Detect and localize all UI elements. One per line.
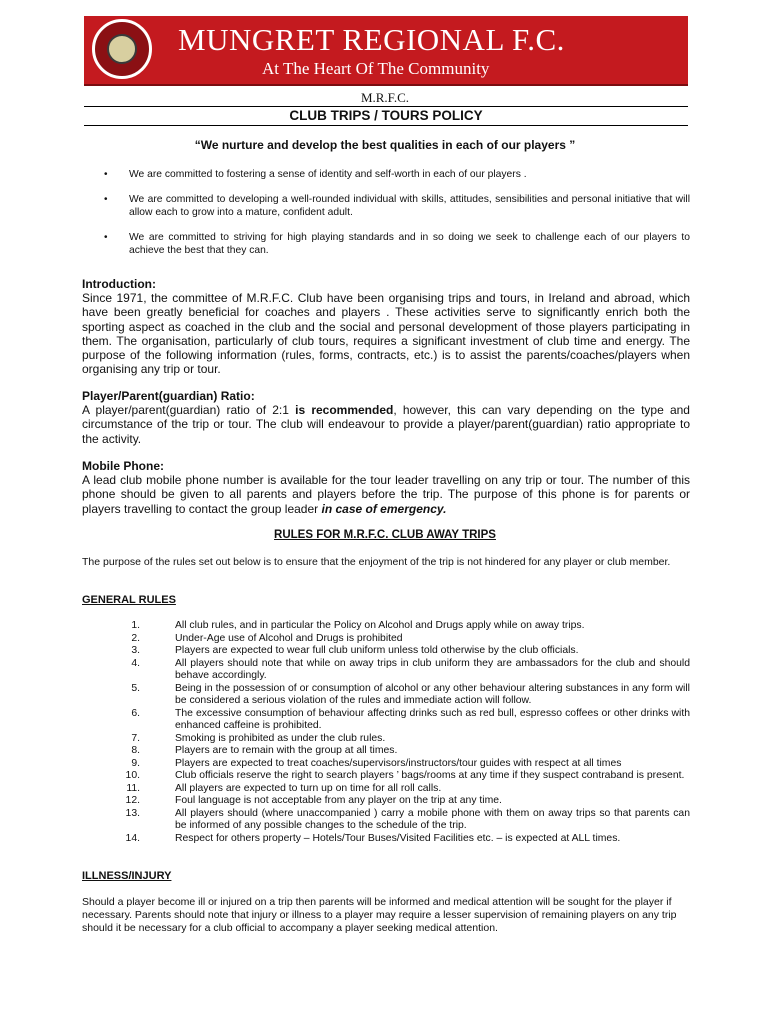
club-name: MUNGRET REGIONAL F.C. [178, 22, 565, 57]
list-item: 3. Players are expected to wear full club uniform unless told otherwise by the club officials. [131, 645, 579, 656]
club-abbreviation: M.R.F.C. [360, 90, 410, 105]
general-rules-list [82, 620, 690, 845]
section-heading: Mobile Phone: [82, 459, 164, 473]
rules-title: RULES FOR M.R.F.C. CLUB AWAY TRIPS [274, 529, 496, 541]
list-item: 2. Under-Age use of Alcohol and Drugs is prohibited [131, 632, 403, 644]
list-item: 4. All players should note that while on away trips in club uniform they are ambassadors for the club and should behave accordingly. [131, 657, 690, 681]
list-item: 10. Club officials reserve the right to search players ’ bags/rooms at any time if they suspect contraband is present. [125, 770, 685, 781]
section-text: A player/parent(guardian) ratio of 2:1 is recommended, however, this can vary depending on the type and circumstance of the trip or tour. The club will endeavour to provide a player/parent(guardian) ratio appropriate to the activity. [82, 403, 690, 446]
club-banner [84, 16, 688, 86]
illness-text: Should a player become ill or injured on a trip then parents will be informed and medical attention will be sought for the player if necessary. Parents should note that injury or illness to a player may require a lesser supervision of remaining players on any trip should it be necessary for a club official to accompany a player seeking medical attention. [82, 896, 677, 935]
mobile-phone-section [82, 459, 690, 516]
list-item: 7. Smoking is prohibited as under the club rules. [131, 732, 386, 744]
list-item: • We are committed to striving for high playing standards and in so doing we seek to challenge each of our players to achieve the best that they can. [84, 231, 690, 257]
section-heading: Introduction: [82, 277, 156, 291]
club-crest-icon [92, 19, 152, 79]
list-item: 9. Players are expected to treat coaches/supervisors/instructors/tour guides with respect at all times [131, 757, 622, 769]
list-item: 14. Respect for others property – Hotels/Tour Buses/Visited Facilities etc. – is expected at ALL times. [125, 832, 621, 844]
illness-heading: ILLNESS/INJURY [82, 870, 172, 882]
list-item: • We are committed to fostering a sense of identity and self-worth in each of our players . [84, 168, 690, 181]
rules-purpose: The purpose of the rules set out below is to ensure that the enjoyment of the trip is not hindered for any player or club member. [82, 556, 671, 568]
section-text: A lead club mobile phone number is available for the tour leader travelling on any trip or tour. The number of this phone should be given to all parents and players before the trip. The purpose of this phone is for parents or players travelling to contact the group leader in case of emergency. [82, 473, 690, 516]
page-title: CLUB TRIPS / TOURS POLICY [84, 106, 688, 126]
list-item: 8. Players are to remain with the group at all times. [131, 745, 398, 756]
list-item: 6. The excessive consumption of behaviour affecting drinks such as red bull, espresso coffees or other drinks with enhanced caffeine is prohibited. [131, 707, 690, 731]
list-item: 11. All players are expected to turn up on time for all roll calls. [126, 782, 442, 794]
ratio-section [82, 389, 690, 446]
section-text: Since 1971, the committee of M.R.F.C. Club have been organising trips and tours, in Ireland and abroad, which have been greatly beneficial for coaches and players . These activities serve to significantly enrich both the sporting aspect as coached in the club and the social and personal development of those players participating in them. The organisation, particularly of club tours, requires a significant investment of club time and energy. The purpose of the following information (rules, forms, contracts, etc.) is to assist the parents/coaches/players when organising any trip or tour. [82, 291, 690, 377]
list-item: 13. All players should (where unaccompanied ) carry a mobile phone with them on away trips so that parents can be informed of any possible changes to the schedule of the trip. [125, 807, 690, 831]
list-item: • We are committed to developing a well-rounded individual with skills, attitudes, sensibilities and personal initiative that will allow each to grow into a mature, confident adult. [84, 193, 690, 219]
club-tagline: At The Heart Of The Community [262, 59, 490, 78]
list-item: 5. Being in the possession of or consumption of alcohol or any other behaviour altering substances in any form will be considered a serious violation of the rules and immediate action will follow. [131, 682, 690, 706]
section-heading: Player/Parent(guardian) Ratio: [82, 389, 255, 403]
introduction-section [82, 277, 690, 376]
list-item: 12. Foul language is not acceptable from any player on the trip at any time. [125, 795, 502, 806]
general-rules-heading: GENERAL RULES [82, 594, 176, 606]
commitment-list [84, 168, 690, 269]
motto-quote: “We nurture and develop the best qualities in each of our players ” [194, 138, 576, 152]
list-item: 1. All club rules, and in particular the Policy on Alcohol and Drugs apply while on away trips. [131, 620, 585, 631]
